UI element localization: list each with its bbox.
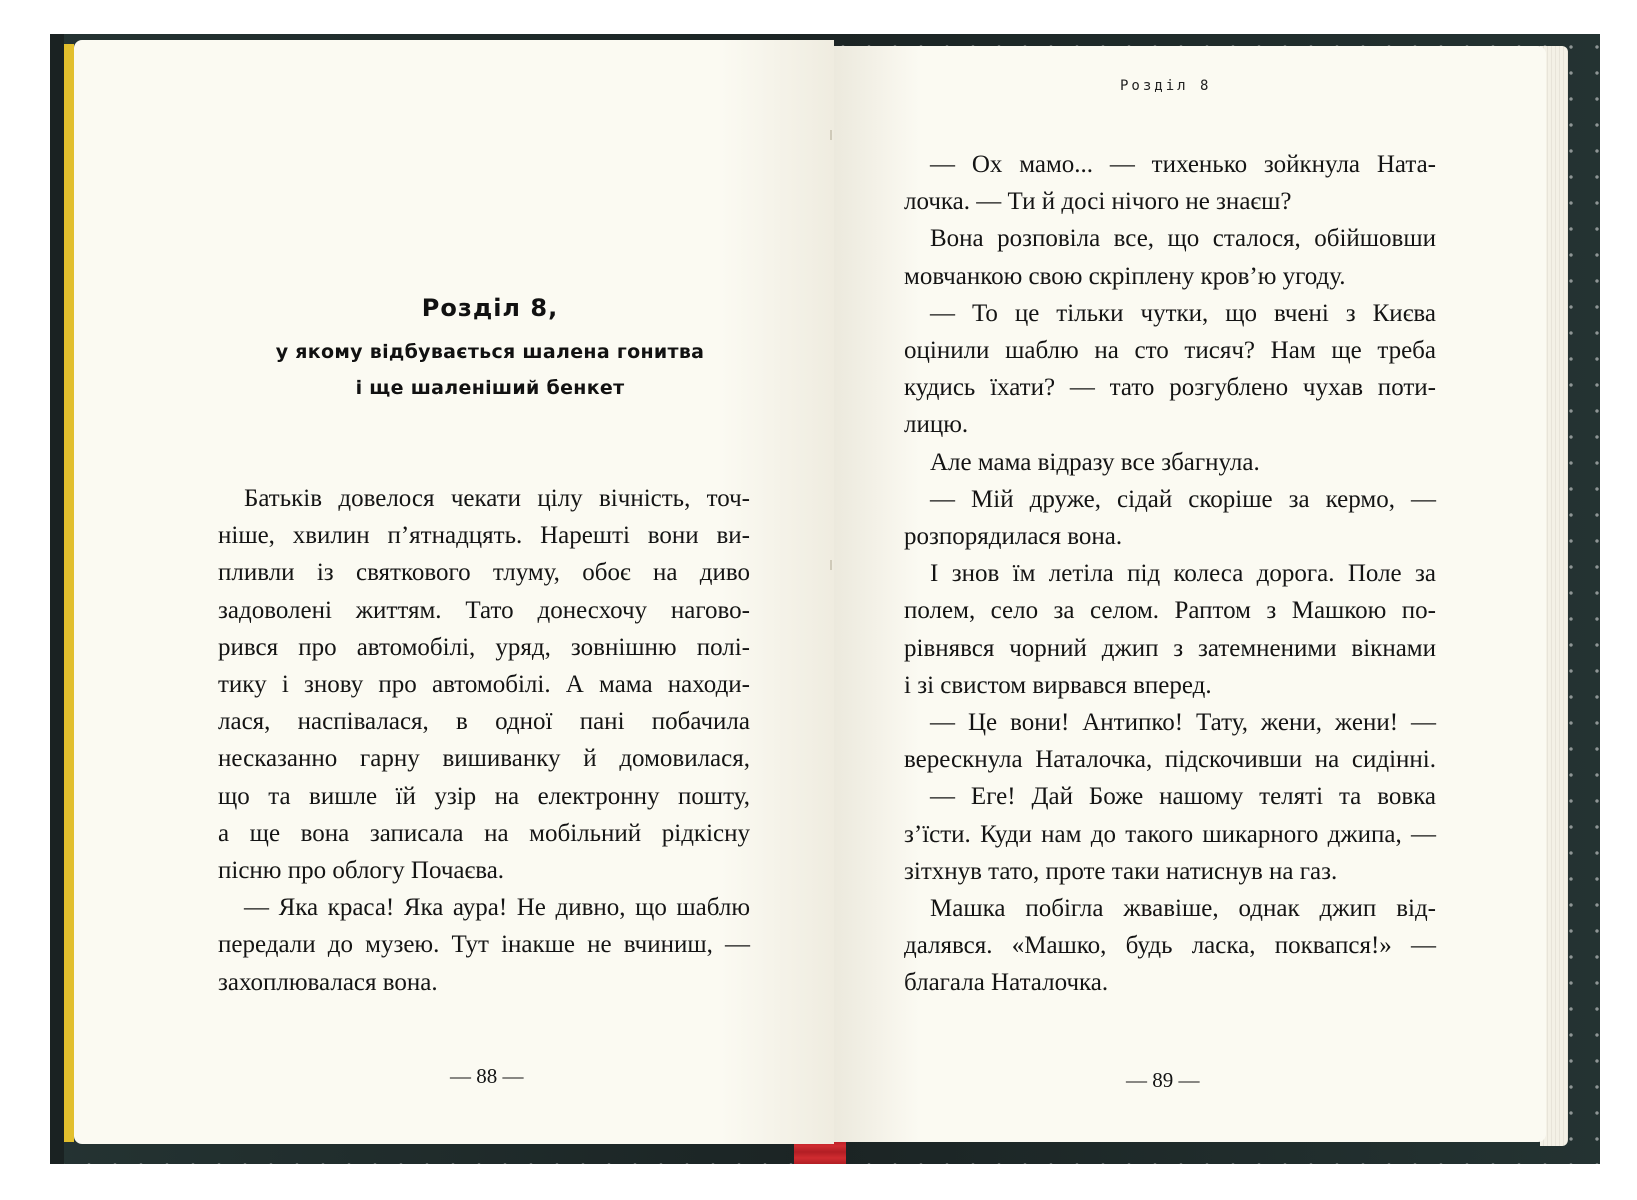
text-line: — Яка краса! Яка аура! Не дивно, що шаблю [244, 894, 750, 922]
text-line: несказанно гарну вишиванку й домовилася, [218, 745, 750, 773]
chapter-heading-line: і ще шаленіший бенкет [355, 377, 625, 399]
text-line: тику і знову про автомобілі. А мама находи- [218, 671, 750, 699]
text-line: пісню про облогу Почаєва. [218, 857, 505, 885]
text-line: передали до музею. Тут інакше не вчиниш, — [218, 931, 750, 959]
text-line: лицю. [904, 411, 969, 439]
text-line: — Це вони! Антипко! Тату, жени, жени! — [930, 709, 1436, 737]
text-line: І знов їм летіла під колеса дорога. Поле за [930, 560, 1436, 588]
gutter-mark [830, 560, 832, 570]
text-line: Батьків довелося чекати цілу вічність, точ- [244, 485, 750, 512]
page-number-left: — 88 — [450, 1064, 524, 1088]
gutter-mark [830, 130, 832, 140]
text-line: — Мій друже, сідай скоріше за кермо, — [930, 485, 1436, 513]
text-line: пливли із святкового тлуму, обоє на диво [218, 559, 750, 587]
running-head: Розділ 8 [1120, 78, 1212, 94]
text-line: ніше, хвилин п’ятнадцять. Нарешті вони ви- [218, 522, 750, 550]
text-line: розпорядилася вона. [904, 523, 1123, 551]
text-line: — То це тільки чутки, що вчені з Києва [930, 299, 1436, 327]
right-page-text [904, 146, 1436, 1002]
text-line: кудись їхати? — тато розгублено чухав поти- [904, 374, 1436, 402]
text-line: Вона розповіла все, що сталося, обійшовши [930, 225, 1436, 253]
text-line: задоволені життям. Тато донесхочу нагово- [218, 596, 750, 624]
text-line: з’їсти. Куди нам до такого шикарного джипа, — [904, 820, 1436, 848]
text-line: — Еге! Дай Боже нашому теляті та вовка [930, 783, 1436, 811]
cover-edge [50, 34, 64, 1164]
text-line: лочка. — Ти й досі нічого не знаєш? [904, 188, 1292, 216]
text-line: рівнявся чорний джип з затемненими вікнами [904, 634, 1436, 662]
endpaper-edge [64, 44, 74, 1142]
text-line: рився про автомобілі, уряд, зовнішню полі- [218, 633, 750, 661]
chapter-heading-line: у якому відбувається шалена гонитва [275, 341, 705, 363]
text-line: Але мама відразу все збагнула. [930, 448, 1260, 476]
text-line: а ще вона записала на мобільний рідкісну [218, 819, 750, 847]
text-line: зітхнув тато, проте таки натиснув на газ. [904, 857, 1338, 885]
left-page-text [218, 480, 750, 1001]
text-line: мовчанкою свою скріплену кров’ю угоду. [904, 262, 1346, 290]
text-line: верескнула Наталочка, підскочивши на сидінні. [904, 746, 1436, 774]
text-line: захоплювалася вона. [218, 968, 438, 996]
text-line: що та вишле їй узір на електронну пошту, [218, 782, 750, 810]
text-line: і зі свистом вирвався вперед. [904, 671, 1212, 699]
text-line: — Ох мамо... — тихенько зойкнула Ната- [930, 151, 1436, 178]
text-line: полем, село за селом. Раптом з Машкою по- [904, 597, 1436, 625]
chapter-heading-line: Розділ 8, [421, 294, 559, 322]
chapter-heading [230, 294, 750, 406]
text-line: благала Наталочка. [904, 969, 1109, 997]
text-line: Машка побігла жвавіше, однак джип від- [930, 895, 1436, 923]
text-line: лася, наспівалася, в одної пані побачила [218, 708, 750, 736]
text-line: далявся. «Машко, будь ласка, поквапся!» — [904, 932, 1436, 960]
page-number-right: — 89 — [1126, 1068, 1200, 1092]
text-line: оцінили шаблю на сто тисяч? Нам ще треба [904, 337, 1436, 365]
